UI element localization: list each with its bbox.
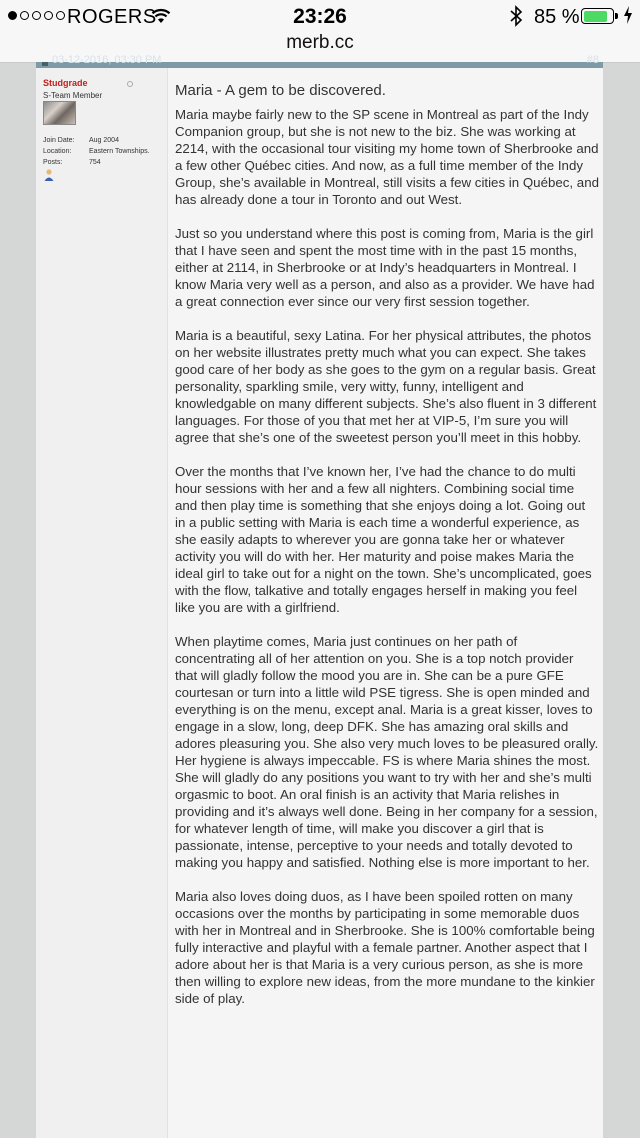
online-status-icon	[127, 81, 133, 87]
forum-post	[36, 54, 603, 1138]
user-title: S-Team Member	[43, 91, 103, 100]
user-profile-icon[interactable]	[44, 169, 54, 181]
carrier-name: ROGERS	[67, 6, 157, 28]
post-paragraph: Maria maybe fairly new to the SP scene in Montreal as part of the Indy Companion group, but she is not new to the biz. She was working at 2214, with the occasional tour visiting my home town of Sherbrooke and a few other Québec cities. And now, as a full time member of the Indy Group, she’s available in Montreal, still visits a few cities in Québec, and has already done a tour in Toronto and out West.	[175, 107, 599, 207]
post-date: 03-12-2016, 03:30 PM	[52, 54, 162, 66]
status-bar	[0, 0, 640, 32]
post-paragraph: When playtime comes, Maria just continues on her path of concentrating all of her attention on you. She is a top notch provider that will gladly follow the mood you are in. She can be a pure GFE courtesan or turn into a little wild PSE tigress. She is open minded and everything is on the menu, except anal. Maria is a great kisser, loves to engage in a slow, long, deep DFK. She has amazing oral skills and adores pleasuring you. She also very much loves to be pleasured orally. Her hygiene is always impeccable. FS is where Maria shines the most. She will gladly do any positions you want to try with her and she’s multi orgasmic to boot. An oral finish is an activity that Maria relishes in providing and it’s always well done. Being in her company for a session, for whatever length of time, will make you discover a girl that is passionate, intense, perceptive to your needs and totally devoted to making you happy and satisfied. Nothing else is more important to her.	[175, 634, 599, 870]
post-paragraph: Maria is a beautiful, sexy Latina. For her physical attributes, the photos on her website illustrates pretty much what you can expect. She takes good care of her body as she goes to the gym on a regular basis. Great personality, sparkling smile, very witty, funny, intelligent and knowledgable on many different subjects. She’s also fluent in 3 different languages. For those of you that met her at VIP-5, I’m sure you will agree that she’s one of the sweetest person you’ll meet in this hobby.	[175, 328, 597, 445]
join-date-value: Aug 2004	[89, 137, 119, 144]
post-number[interactable]: #8	[586, 54, 599, 66]
charging-icon	[623, 5, 633, 25]
posts-value: 754	[89, 159, 101, 166]
post-paragraph: Over the months that I’ve known her, I’ve had the chance to do multi hour sessions with her and a few all nighters. Combining social time and then play time is something that she enjoys doing a lot. Going out in a public setting with Maria is each time a wonderful experience, as she easily adapts to wherever you are gonna take her or whatever activity you will do with her. Her maturity and poise makes Maria the ideal girl to take out for a night on the town. She’s uncomplicated, goes with the flow, talkative and totally engages herself in making you feel like you are with a girlfriend.	[175, 464, 592, 615]
battery-icon	[581, 8, 614, 24]
battery-cap	[615, 13, 618, 19]
post-paragraph: Maria also loves doing duos, as I have been spoiled rotten on many occasions over the months by participating in some memorable duos with her in Montreal and in Sherbrooke. She is 100% comfortable being fully interactive and playful with a female partner. Another aspect that I adore about her is that Maria is a very curious person, as she is more then willing to explore new ideas, from the more mundane to the kinkier side of play.	[175, 889, 595, 1006]
username-link[interactable]: Studgrade	[43, 78, 88, 88]
user-meta	[43, 135, 159, 168]
post-title: Maria - A gem to be discovered.	[175, 82, 386, 99]
join-date-label: Join Date:	[43, 137, 75, 144]
avatar[interactable]	[43, 101, 76, 125]
location-value: Eastern Townships.	[89, 148, 150, 155]
user-info-panel	[36, 68, 167, 1138]
posts-label: Posts:	[43, 159, 63, 166]
address-bar-url[interactable]: merb.cc	[286, 32, 354, 53]
post-body	[175, 106, 599, 1024]
battery-level	[584, 11, 608, 22]
status-time: 23:26	[293, 5, 347, 28]
location-label: Location:	[43, 148, 72, 155]
post-message	[167, 68, 603, 1138]
post-paragraph: Just so you understand where this post is coming from, Maria is the girl that I have seen and spent the most time with in the past 15 months, either at 2114, in Sherbrooke or at Indy’s headquarters in Montreal. I know Maria very well as a person, and also as a provider. We have had a great connection ever since our very first session together.	[175, 226, 595, 309]
post-icon	[42, 62, 48, 66]
battery-percent: 85 %	[534, 6, 580, 28]
bluetooth-icon	[509, 5, 523, 27]
